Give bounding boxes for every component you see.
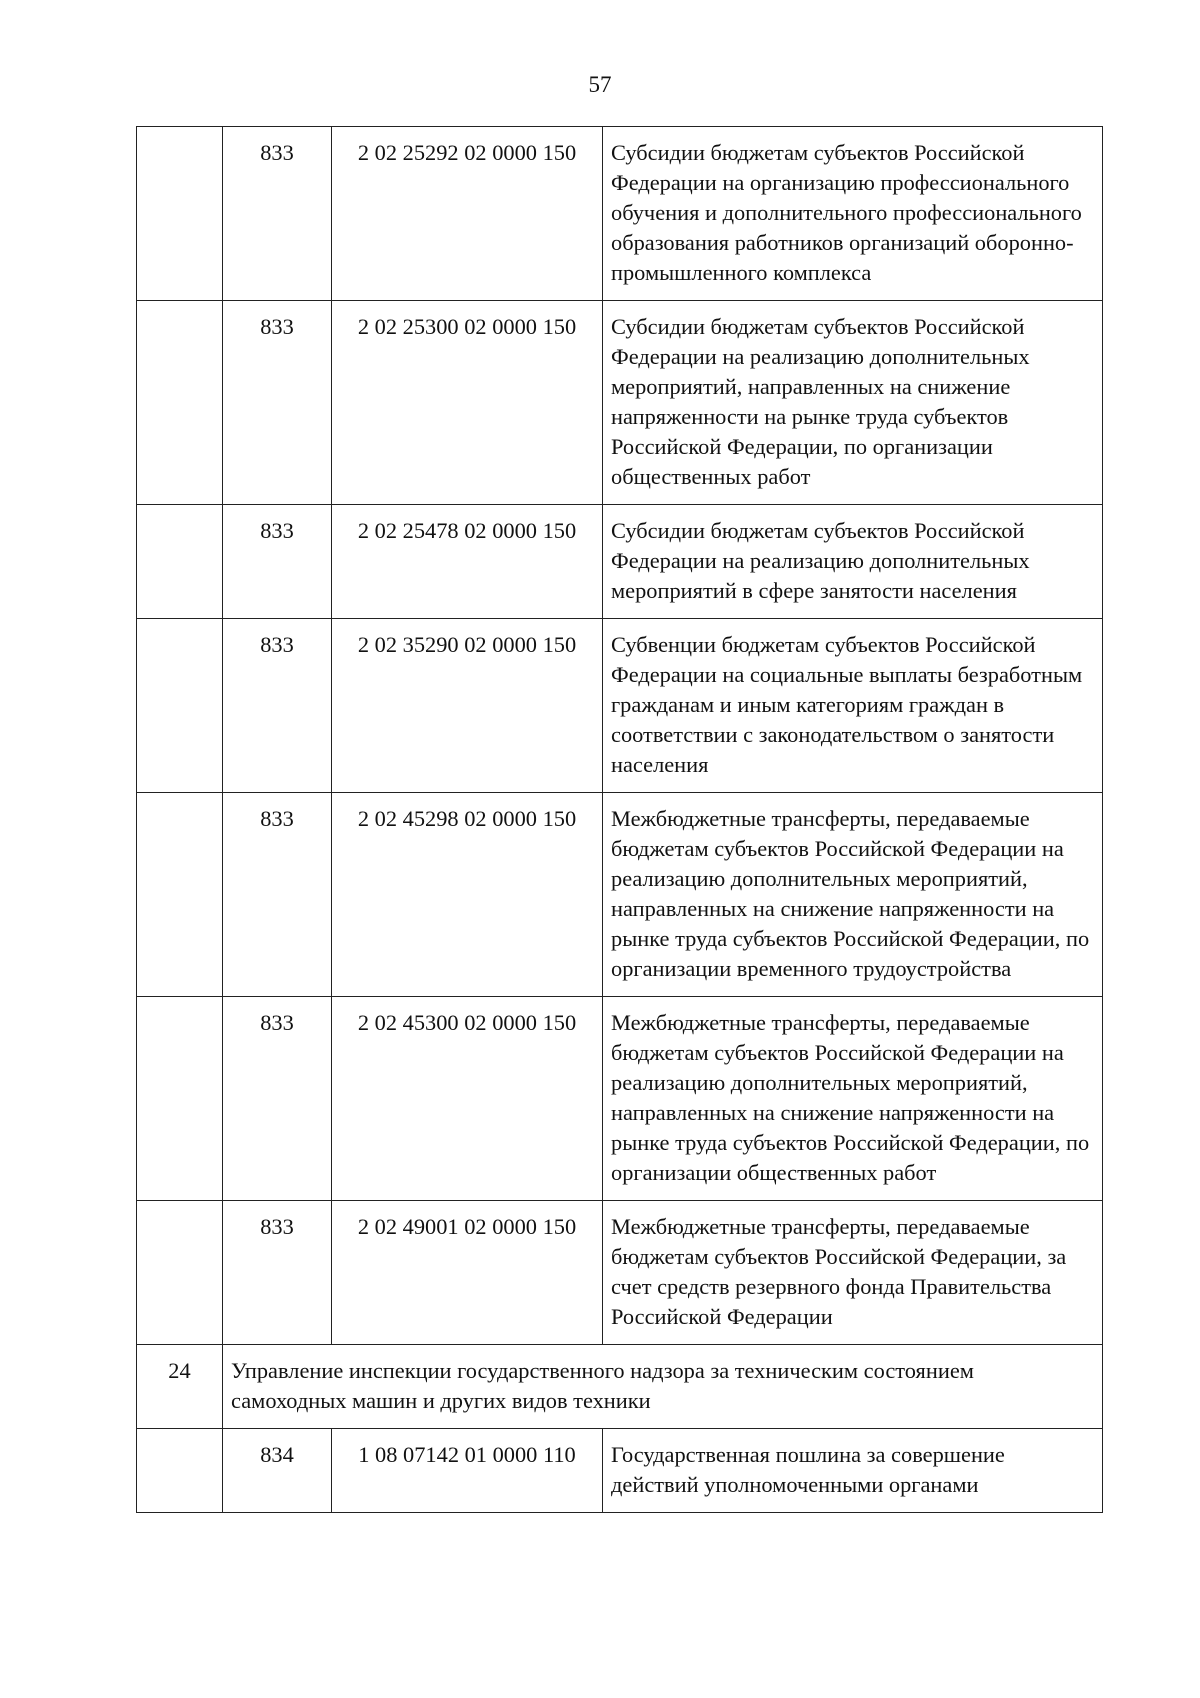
admin-code-cell: 833 — [223, 127, 332, 301]
admin-code-cell: 833 — [223, 793, 332, 997]
revenue-code-table — [136, 126, 1103, 1513]
table-row — [137, 619, 1103, 793]
row-number-cell — [137, 301, 223, 505]
row-number-cell — [137, 1201, 223, 1345]
section-number-cell: 24 — [137, 1345, 223, 1429]
admin-code-cell: 833 — [223, 997, 332, 1201]
table-row — [137, 301, 1103, 505]
row-number-cell — [137, 505, 223, 619]
admin-code-cell: 833 — [223, 505, 332, 619]
row-number-cell — [137, 127, 223, 301]
table-row — [137, 127, 1103, 301]
revenue-code-cell: 2 02 25300 02 0000 150 — [332, 301, 603, 505]
admin-code-cell: 833 — [223, 1201, 332, 1345]
revenue-code-cell: 2 02 45298 02 0000 150 — [332, 793, 603, 997]
revenue-code-cell: 2 02 45300 02 0000 150 — [332, 997, 603, 1201]
description-cell: Субсидии бюджетам субъектов Российской Федерации на реализацию дополнительных мероприятий, направленных на снижение напряженности на рынке труда субъектов Российской Федерации, по организации общественных работ — [603, 301, 1103, 505]
revenue-code-cell: 2 02 49001 02 0000 150 — [332, 1201, 603, 1345]
section-row — [137, 1345, 1103, 1429]
table-row — [137, 1201, 1103, 1345]
description-cell: Субвенции бюджетам субъектов Российской Федерации на социальные выплаты безработным гражданам и иным категориям граждан в соответствии с законодательством о занятости населения — [603, 619, 1103, 793]
admin-code-cell: 833 — [223, 301, 332, 505]
revenue-code-cell: 2 02 25292 02 0000 150 — [332, 127, 603, 301]
table-row — [137, 505, 1103, 619]
row-number-cell — [137, 793, 223, 997]
description-cell: Межбюджетные трансферты, передаваемые бюджетам субъектов Российской Федерации на реализацию дополнительных мероприятий, направленных на снижение напряженности на рынке труда субъектов Российской Федерации, по организации временного трудоустройства — [603, 793, 1103, 997]
description-cell: Государственная пошлина за совершение действий уполномоченными органами — [603, 1429, 1103, 1513]
table-row — [137, 1429, 1103, 1513]
description-cell: Межбюджетные трансферты, передаваемые бюджетам субъектов Российской Федерации на реализацию дополнительных мероприятий, направленных на снижение напряженности на рынке труда субъектов Российской Федерации, по организации общественных работ — [603, 997, 1103, 1201]
revenue-code-cell: 2 02 25478 02 0000 150 — [332, 505, 603, 619]
admin-code-cell: 834 — [223, 1429, 332, 1513]
page-number: 57 — [588, 72, 612, 97]
revenue-code-cell: 2 02 35290 02 0000 150 — [332, 619, 603, 793]
admin-code-cell: 833 — [223, 619, 332, 793]
description-cell: Субсидии бюджетам субъектов Российской Федерации на реализацию дополнительных мероприятий в сфере занятости населения — [603, 505, 1103, 619]
description-cell: Межбюджетные трансферты, передаваемые бюджетам субъектов Российской Федерации, за счет средств резервного фонда Правительства Российской Федерации — [603, 1201, 1103, 1345]
row-number-cell — [137, 1429, 223, 1513]
row-number-cell — [137, 997, 223, 1201]
table-row — [137, 997, 1103, 1201]
table-row — [137, 793, 1103, 997]
row-number-cell — [137, 619, 223, 793]
description-cell: Субсидии бюджетам субъектов Российской Федерации на организацию профессионального обучения и дополнительного профессионального образования работников организаций оборонно-промышленного комплекса — [603, 127, 1103, 301]
section-title-cell: Управление инспекции государственного надзора за техническим состоянием самоходных машин и других видов техники — [223, 1345, 1103, 1429]
revenue-code-cell: 1 08 07142 01 0000 110 — [332, 1429, 603, 1513]
